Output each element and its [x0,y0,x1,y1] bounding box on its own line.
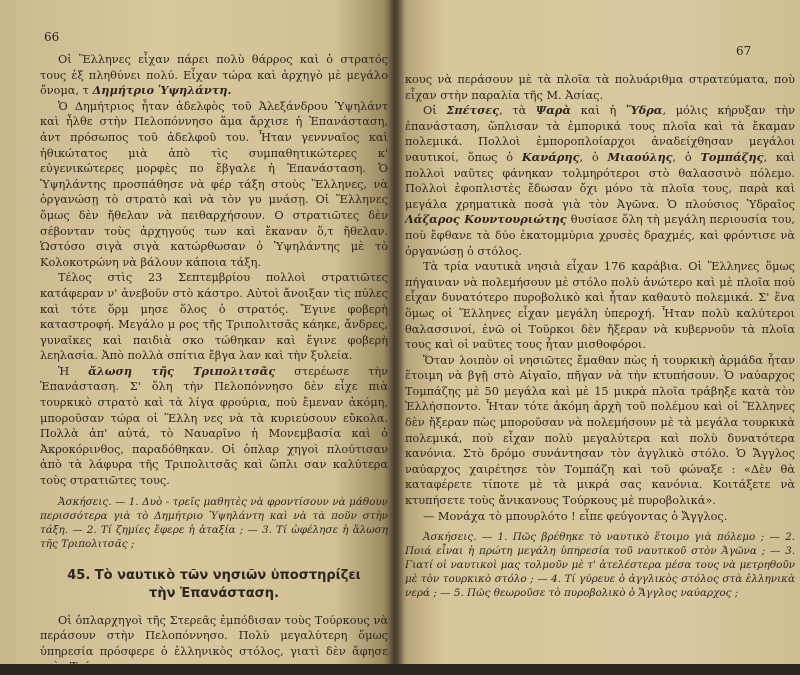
section-heading-line: 45. Τὸ ναυτικὸ τῶν νησιῶν ὑποστηρίζει [67,567,361,583]
page-number: 66 [44,30,60,44]
paragraph [40,52,388,99]
paragraph: Ὅταν λοιπὸν οἱ νησιῶτες ἔμαθαν πὼς ἡ τουρκικὴ ἀρμάδα ἦταν ἕτοιμη νὰ βγῇ στὸ Αἰγαῖο, πῆγαν νὰ τὴν κτυπήσουν. Ὁ ναύαρχος Τομπάζης μὲ 50 μεγάλα καὶ μὲ 15 μικρὰ πλοῖα τράβηξε κατὰ τὸν Ἑλλήσποντο. Ἦταν τότε ἀκόμη ἀρχὴ τοῦ πολέμου καὶ οἱ Ἕλληνες δὲν ἤξεραν πὼς μποροῦσαν νὰ πολεμήσουν μὲ τὰ μεγάλα τουρκικὰ πολεμικά, ποὺ εἶχαν πολὺ μεγαλύτερα καὶ πολὺ δυνατότερα κανόνια. Στὸ δρόμο συνάντησαν τὸν ἀγγλικὸ στόλο. Ὁ Ἄγγλος ναύαρχος χαιρέτησε τὸν Τομπάζη καὶ τοῦ φώναξε : «Δὲν θὰ καταφέρετε τίποτε μὲ τὰ μικρά σας κανόνια. Κοιτάξετε νὰ κτυπήσετε τοὺς ἄνικανους Τούρκους μὲ πυροβολικά». [405,353,795,508]
paragraph-text: Ἡ [58,364,89,378]
paragraph: κους νὰ περάσουν μὲ τὰ πλοῖα τὰ πολυάριθμα στρατεύματα, ποὺ εἶχαν στὴν παραλία τῆς Μ. Ἀσίας. [405,73,795,102]
emphasis-term: ἅλωση τῆς Τριπολιτσᾶς [88,363,276,378]
emphasis-name: Τομπάζης [700,149,764,164]
paragraph: Τὰ τρία ναυτικὰ νησιὰ εἶχαν 176 καράβια. Οἱ Ἕλληνες ὅμως πήγαιναν νὰ πολεμήσουν μὲ στόλο πολὺ ἀνώτερο καὶ μὲ πλοῖα ποὺ εἶχαν δυνατότερο πυροβολικὸ καὶ ἦταν καθαυτὸ πολεμικά. Σ' ἕνα ὅμως οἱ Ἕλληνες εἶχαν μεγάλη ὑπεροχή. Ἦταν πολὺ καλύτεροι θαλασσινοί, ἐνῶ οἱ Τοῦρκοι δὲν ἤξεραν νὰ κυβερνοῦν τὰ πλοῖα τους καὶ οἱ ναῦτες τους ἦταν μισθοφόροι. [405,260,795,352]
paragraph-text: , ὁ [579,150,608,164]
left-page-text [40,52,388,675]
paragraph-text: θυσίασε ὅλη τὴ μεγάλη περιουσία του, ποὺ ἔφθανε τὰ δύο ἑκατομμύρια χρυσὲς δραχμές, καὶ φρόντισε νὰ ὀργανώσῃ ὁ στόλος. [405,213,795,258]
emphasis-name: Δημήτριο Ὑψηλάντη. [92,83,232,98]
paragraph-text: Οἱ [423,104,447,118]
page-number: 67 [736,44,752,58]
right-page-text [405,72,795,600]
emphasis-name: Κανάρης [521,149,580,164]
emphasis-place: Ψαρὰ [535,103,572,118]
right-page [395,0,800,664]
left-page [0,0,395,674]
paragraph-text: , καὶ πολλοὶ ναῦτες φάνηκαν τολμηρότεροι στὸ θαλασσινὸ πόλεμο. Πολλοὶ ἐφοπλιστὲς ἔδωσαν ὄχι μόνο τὰ πλοῖα τους, παρὰ καὶ μεγάλα χρηματικὰ ποσὰ γιὰ τὸν Ἀγῶνα. Ὁ πλούσιος Ὑδραῖος [405,150,795,211]
section-heading-line: τὴν Ἐπανάσταση. [149,585,279,601]
emphasis-name: Μιαούλης [607,149,673,164]
paragraph [40,364,388,489]
paragraph-text: , μόλις κήρυξαν τὴν ἐπανάσταση, ὥπλισαν τὰ ἐμπορικά τους πλοῖα καὶ τὰ ἔκαμαν πολεμικά. Πολλοὶ ἐμποροπλοίαρχοι ἀναδείχθησαν μεγάλοι ναυτικοί, ὅπως ὁ [405,104,795,164]
paragraph-text: , ὁ [672,150,701,164]
exercises: Ἀσκήσεις. — 1. Δυὸ - τρεῖς μαθητὲς νὰ φροντίσουν νὰ μάθουν περισσότερα γιὰ τὸ Δημήτριο Ὑψηλάντη καὶ νὰ τὰ ποῦν στὴν τάξη. — 2. Τί ζημίες ἔφερε ἡ ἀταξία ; — 3. Τί ὠφέλησε ἡ ἅλωση τῆς Τριπολιτσᾶς ; [40,495,388,550]
paragraph: Τέλος στὶς 23 Σεπτεμβρίου πολλοὶ στρατιῶτες κατάφεραν ν' ἀνεβοῦν στὸ κάστρο. Αὐτοὶ ἄνοιξαν τὶς πύλες καὶ τότε ὅρμ μησε ὅλος ὁ στρατός. Ἔγινε φοβερὴ καταστροφή. Μεγάλο μ ρος τῆς Τριπολιτσᾶς κάηκε, ἄνδρες, γυναῖκες καὶ παιδιὰ σκο τώθηκαν καὶ ἔγινε φοβερὴ λεηλασία. Ἀπὸ πολλὰ σπίτια ἔβγα λαν καὶ τὴν ξυλεία. [40,271,388,363]
paragraph: Ὁ Δημήτριος ἦταν ἀδελφὸς τοῦ Ἀλεξάνδρου Ὑψηλάντ καὶ ἦλθε στὴν Πελοπόννησο ἅμα ἄρχισε ἡ Ἐπανάσταση, ἀντ πρόσωπος τοῦ ἀδελφοῦ του. Ἦταν γεννναῖος καὶ ἠθικώτατος μιὰ ἀπὸ τὶς συμπαθητικώτερες κ' εὐγενικώτερες μορφὲς πο ἔβγαλε ἡ Ἐπανάσταση. Ὁ Ὑψηλάντης προσπάθησε νὰ φέρ τάξη στοὺς Ἕλληνες, νὰ ὀργανώσῃ τὸ στρατὸ καὶ νὰ τὸν γυ μνάσῃ. Οἱ Ἕλληνες ὅμως δὲν ἤθελαν νὰ πειθαρχήσουν. Ο στρατιῶτες δὲν σέβονταν τοὺς ἀρχηγούς των καὶ ἔκαναν ὅ,τ ἤθελαν. Ὡστόσο σιγὰ σιγὰ κατώρθωσαν ὁ Ὑψηλάντης μὲ τὸ Κολοκοτρώνη νὰ βάλουν κάποια τάξη. [40,99,388,269]
paragraph [405,103,795,259]
paragraph-text: στερέωσε τὴν Ἐπανάσταση. Σ' ὅλη τὴν Πελοπόννησο δὲν εἶχε πιὰ τουρκικὸ στρατὸ καὶ τὰ λίγα φρούρια, ποὺ ἔμεναν ἀκόμη, μποροῦσαν τώρα οἱ Ἕλλη νες νὰ τὰ κυριεύσουν εὔκολα. Πολλὰ ἀπ' αὐτά, τὸ Ναυαρῖνο ἡ Μονεμβασία καὶ ὁ Ἀκροκόρινθος, παραδόθηκαν. Οἱ ὁπλαρ χηγοὶ πλούτισαν ἀπὸ τὰ λάφυρα τῆς Τριπολιτσᾶς καὶ ὥπλι σαν καλύτερα τοὺς στρατιῶτες τους. [40,364,388,488]
paragraph: — Μονάχα τὸ μπουρλότο ! εἶπε φεύγοντας ὁ Ἄγγλος. [423,509,728,523]
paragraph-text: καὶ ἡ [571,104,626,118]
paragraph-text: , τὰ [499,104,536,118]
paragraph-text: Οἱ Ἕλληνες εἶχαν πάρει πολὺ θάρρος καὶ ὁ στρατός τους ἐξ πληθύνει πολύ. Εἶχαν τώρα καὶ ἀρχηγὸ μὲ μεγάλο ὄνομα, τ [40,53,388,98]
emphasis-name: Λάζαρος Κουντουριώτης [405,212,567,227]
paragraph: Οἱ ὁπλαρχηγοὶ τῆς Στερεᾶς ἐμπόδισαν τοὺς Τούρκους νὰ περάσουν στὴν Πελοπόννησο. Πολὺ μεγαλύτερη ὅμως ὑπηρεσία πρόσφερε ὁ ἑλληνικὸς στόλος, γιατὶ δὲν ἄφησε τοὺς Τούρ [40,613,388,674]
exercises: Ἀσκήσεις. — 1. Πῶς βρέθηκε τὸ ναυτικὸ ἕτοιμο γιὰ πόλεμο ; — 2. Ποιά εἶναι ἡ πρώτη μεγάλη ὑπηρεσία τοῦ ναυτικοῦ στὸν Ἀγῶνα ; — 3. Γιατί οἱ ναυτικοὶ μας τολμοῦν μὲ τ' ἀτελέστερα μέσα τους νὰ μετρηθοῦν μὲ τὸν τουρκικὸ στόλο ; — 4. Τί γύρευε ὁ ἀγγλικὸς στόλος στὰ ἑλληνικὰ νερά ; — 5. Πῶς θεωροῦσε τὸ πυροβολικὸ ὁ Ἄγγλος ναύαρχος ; [405,531,795,600]
emphasis-place: Σπέτσες [446,103,500,118]
book-gutter [388,0,404,664]
section-heading [40,567,388,603]
emphasis-place: Ὕδρα [625,103,663,118]
